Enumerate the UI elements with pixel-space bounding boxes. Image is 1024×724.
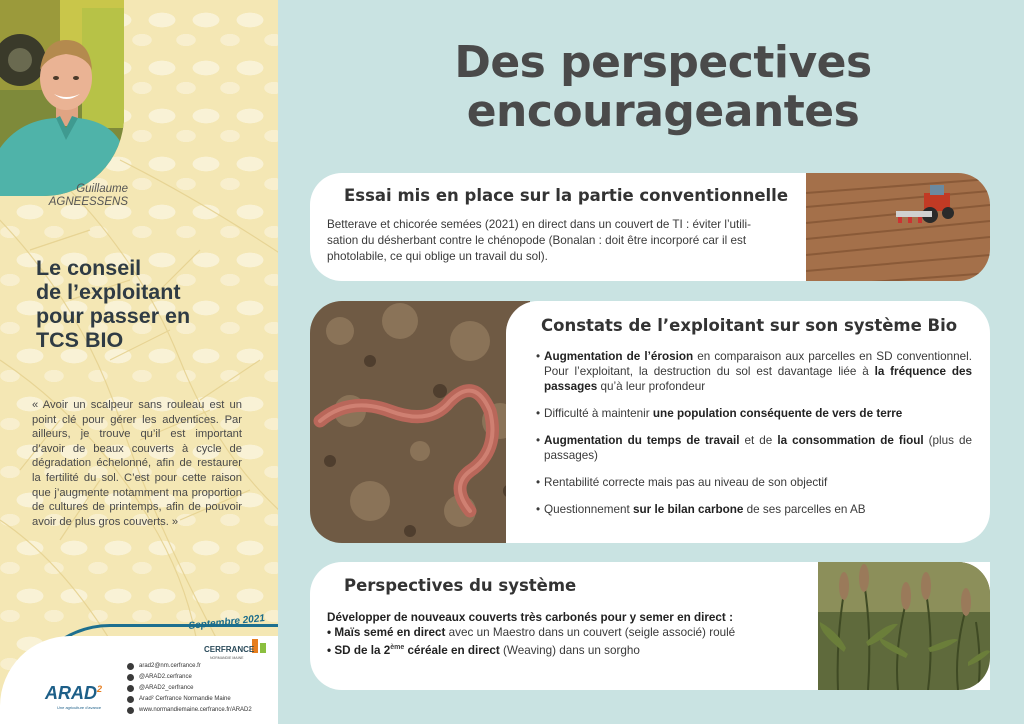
contact-text: Arad² Cerfrance Normandie Maine <box>139 696 231 702</box>
main-title-line1: Des perspectives <box>454 37 872 88</box>
text: en comparaison aux parcelles en SD conventionnel. Pour l’exploitant, la destruction du sol est davantage liée à <box>544 350 972 378</box>
twitter-icon <box>127 685 134 692</box>
email-icon <box>127 663 134 670</box>
trial-text-line: Betterave et chicorée semées (2021) en direct dans un couvert de TI : éviter l’utili- <box>327 218 751 231</box>
contact-youtube[interactable] <box>127 694 252 705</box>
main-title <box>318 38 1008 136</box>
sidebar-title <box>36 256 266 352</box>
contact-text: arad2@nm.cerfrance.fr <box>139 663 201 669</box>
sorghum-photo <box>818 562 990 690</box>
cerfrance-subtitle: NORMANDIE MAINE <box>210 656 244 660</box>
tractor-field-photo <box>806 173 990 281</box>
arad2-logo-text: ARAD <box>45 683 97 703</box>
text: (plus de passages) <box>544 434 973 462</box>
perspectives-line: • Maïs semé en direct avec un Maestro dans un couvert (seigle associé) roulé <box>327 626 736 639</box>
contact-text: @ARAD2_cerfrance <box>139 685 194 691</box>
perspectives-card-title: Perspectives du système <box>344 576 577 595</box>
contact-text: @ARAD2.cerfrance <box>139 674 192 680</box>
perspectives-line: • SD de la 2ème céréale en direct (Weaving) dans un sorgho <box>327 643 640 657</box>
text: de ses parcelles en AB <box>743 503 866 516</box>
sidebar-title-line: TCS BIO <box>36 328 124 352</box>
observations-card-title: Constats de l’exploitant sur son système Bio <box>541 316 958 335</box>
contact-email[interactable] <box>127 661 252 672</box>
observations-list <box>536 349 972 517</box>
bold-text: Augmentation de l’érosion <box>544 350 694 363</box>
sidebar-title-line: pour passer en <box>36 304 191 328</box>
bold-text: Maïs semé en direct <box>334 626 446 639</box>
list-item <box>536 349 972 394</box>
farmer-quote: « Avoir un scalpeur sans rouleau est un point clé pour gérer les adventices. Par ailleurs, je trouve qu’il est important d’avoir de beaux couverts à cycle de dégradation échelonné, afin de restaurer la fertilité du sol. C’est pour cette raison que j’augmente notamment ma proportion de cultures de printemps, afin de pouvoir avoir de plus gros couverts. » <box>32 399 242 528</box>
text: qu’à leur profondeur <box>597 380 706 393</box>
text: avec un Maestro dans un couvert (seigle associé) roulé <box>445 626 736 639</box>
arad2-logo-sup: 2 <box>97 684 103 694</box>
main-title-line2: encourageantes <box>466 86 860 137</box>
bold-text: la fréquence des passages <box>544 365 972 393</box>
trial-card-text <box>327 217 807 265</box>
contact-twitter[interactable] <box>127 683 252 694</box>
publication-date: Septembre 2021 <box>188 612 266 632</box>
trial-text-line: sation du désherbant contre le chénopode (Bonalan : doit être incorporé car il est <box>327 234 747 247</box>
bold-text: sur le bilan carbone <box>633 503 744 516</box>
sidebar <box>0 0 278 724</box>
farmer-first-name: Guillaume <box>76 183 128 195</box>
perspectives-card-text <box>327 610 807 658</box>
contact-list <box>127 661 252 716</box>
list-item <box>536 502 972 517</box>
bold-text: une population conséquente de vers de terre <box>652 407 903 420</box>
contact-text: www.normandiemaine.cerfrance.fr/ARAD2 <box>139 707 252 713</box>
bold-text: céréale en direct <box>404 643 500 657</box>
web-icon <box>127 707 134 714</box>
youtube-icon <box>127 696 134 703</box>
earthworm-photo <box>310 301 530 543</box>
bold-text: la consommation de fioul <box>777 434 924 447</box>
facebook-icon <box>127 674 134 681</box>
text: Questionnement <box>544 503 634 516</box>
farmer-photo <box>0 0 124 196</box>
farmer-last-name: AGNEESSENS <box>48 196 128 208</box>
perspectives-intro <box>327 610 807 625</box>
list-item <box>536 475 972 490</box>
cerfrance-logo: CERFRANCE <box>204 645 255 654</box>
trial-text-line: photolabile, ce qui oblige un travail du sol). <box>327 250 548 263</box>
trial-card <box>310 173 830 281</box>
list-item <box>536 406 972 421</box>
arad2-tagline: Une agriculture d'avance <box>57 705 102 710</box>
bold-text: Augmentation du temps de travail <box>544 434 740 447</box>
list-item <box>536 433 972 463</box>
text: et de <box>739 434 778 447</box>
farmer-name <box>49 183 128 209</box>
bold-text: Développer de nouveaux couverts très carbonés pour y semer en direct : <box>327 611 733 624</box>
trial-card-title: Essai mis en place sur la partie conventionnelle <box>344 186 789 205</box>
contact-website[interactable] <box>127 705 252 716</box>
sidebar-title-line: de l’exploitant <box>36 280 181 304</box>
sidebar-title-line: Le conseil <box>36 256 142 280</box>
text: Rentabilité correcte mais pas au niveau de son objectif <box>544 476 828 489</box>
bold-text: SD de la 2 <box>334 643 391 657</box>
text: Difficulté à maintenir <box>544 407 653 420</box>
text: (Weaving) dans un sorgho <box>499 643 640 657</box>
superscript: ème <box>390 644 405 651</box>
arad2-logo <box>45 683 102 704</box>
contact-facebook[interactable] <box>127 672 252 683</box>
